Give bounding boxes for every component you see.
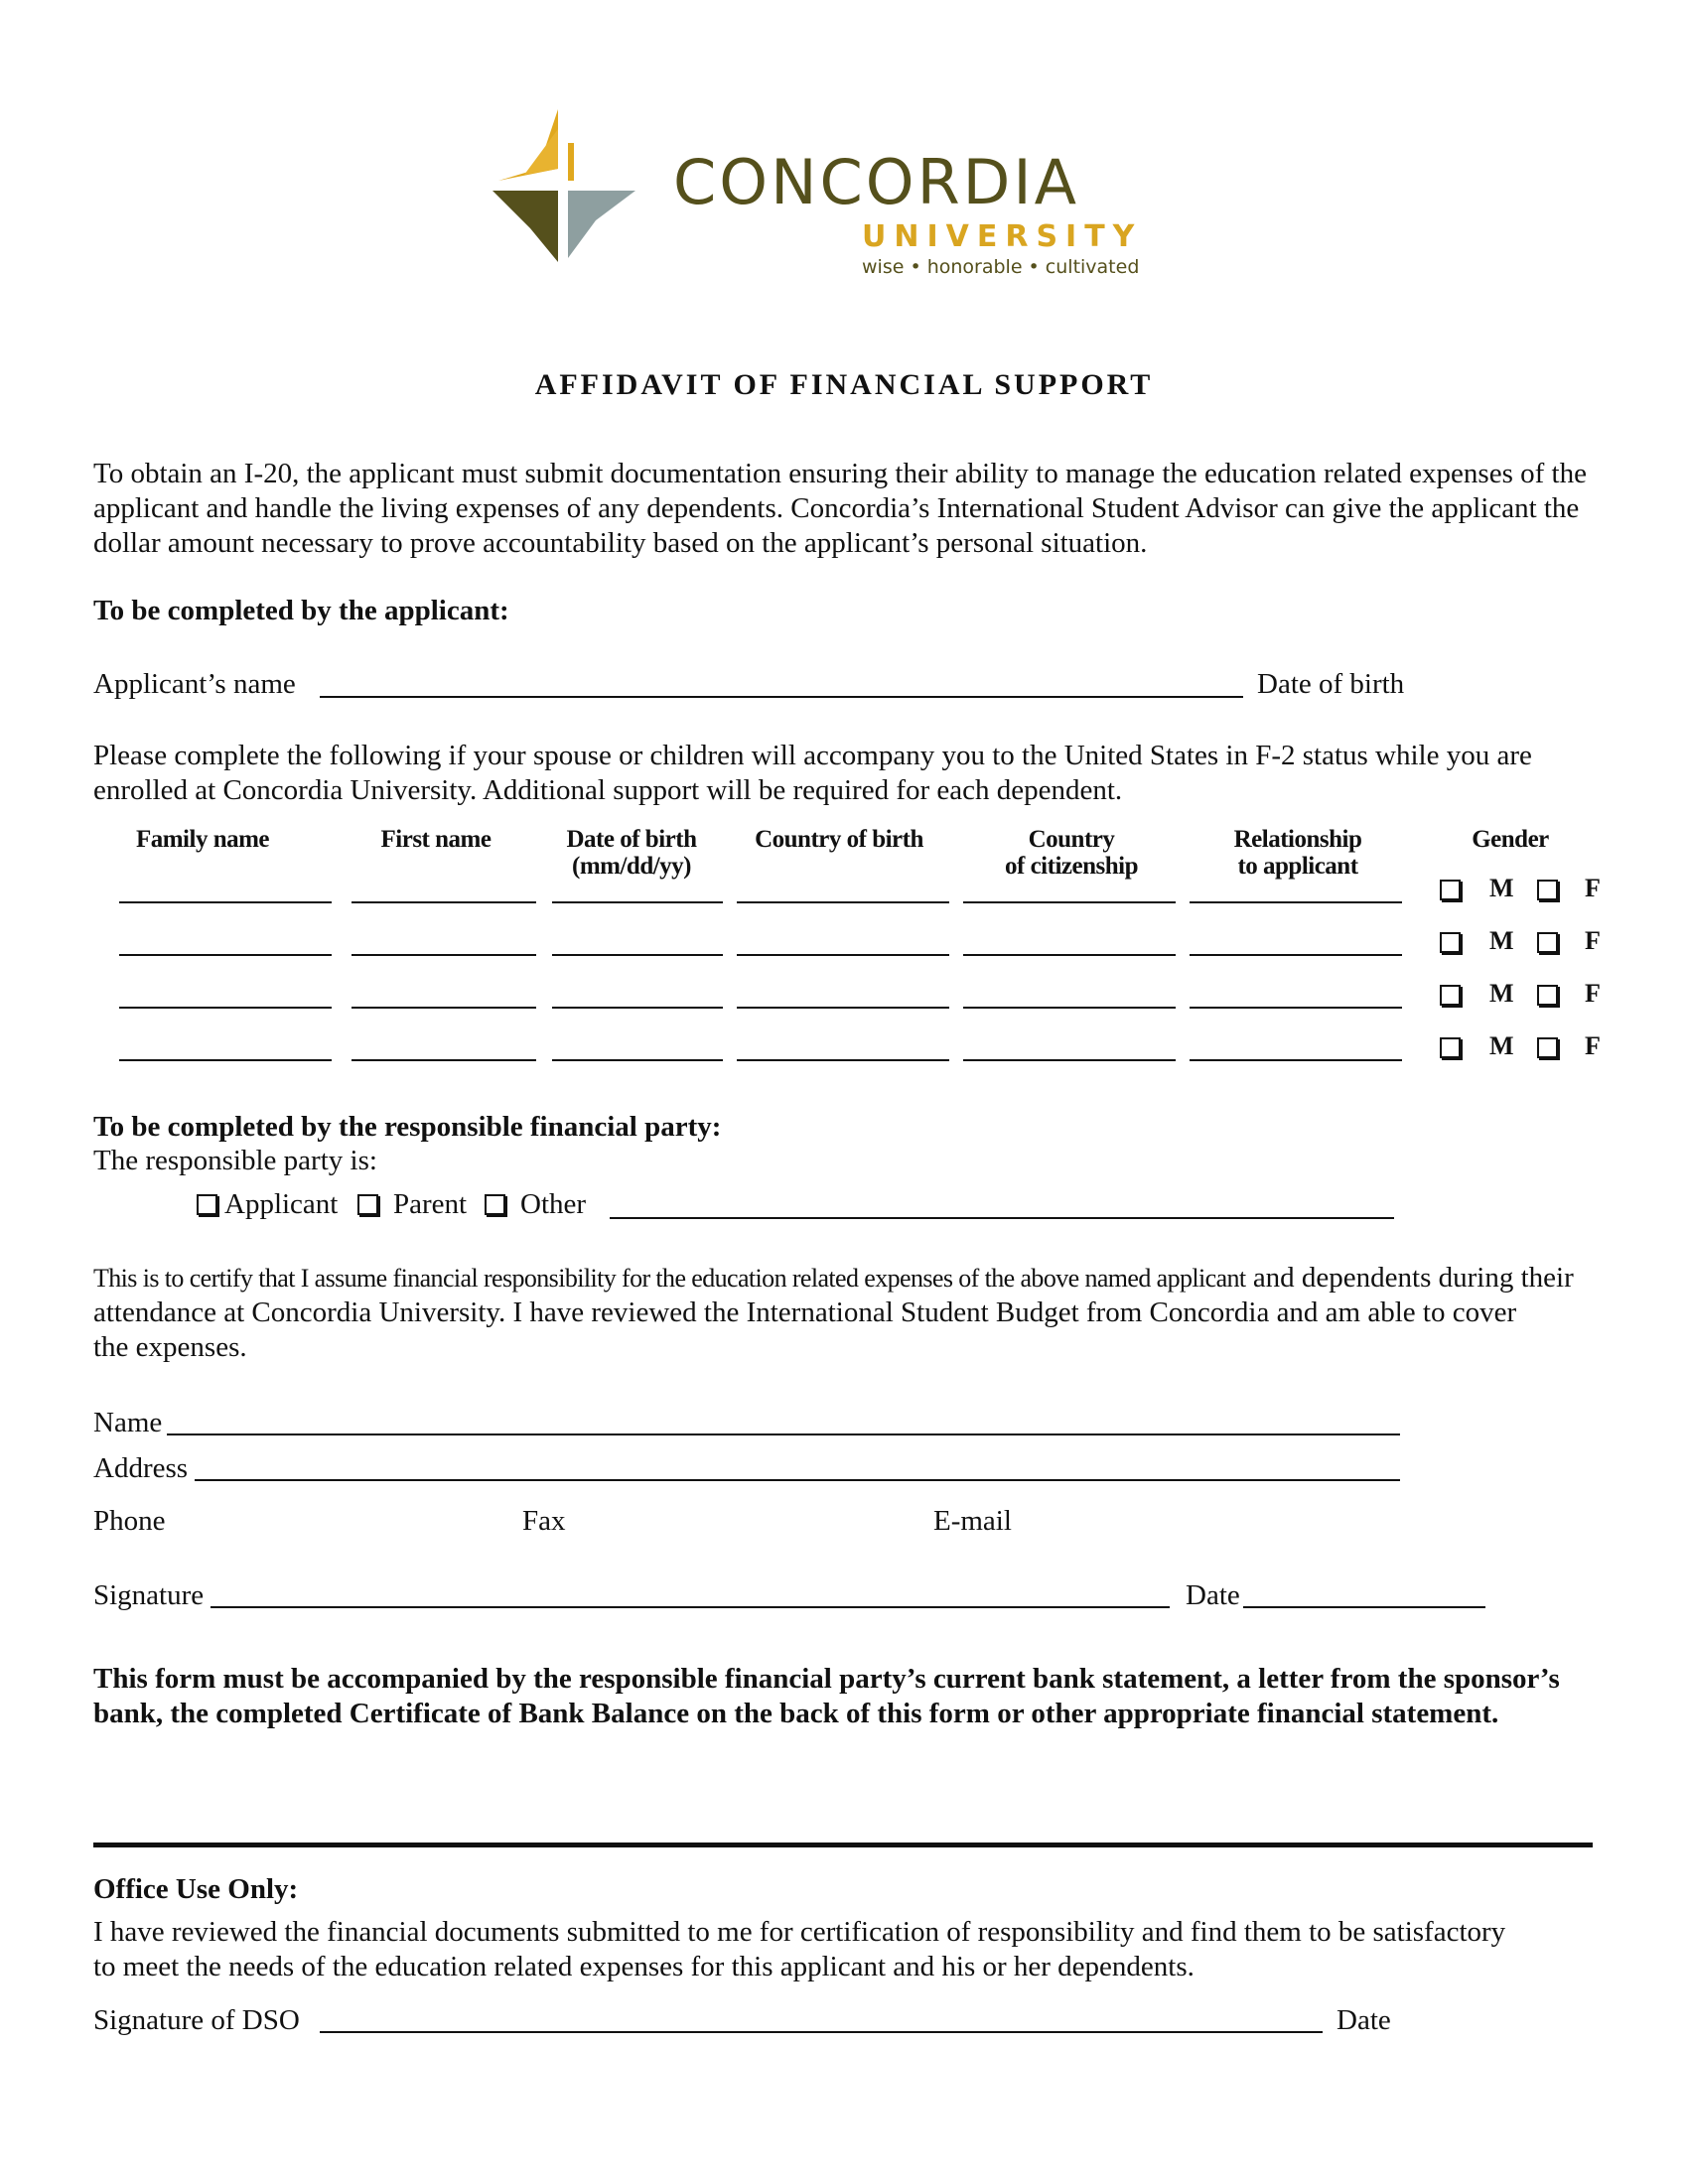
dob-field[interactable] <box>552 1059 723 1061</box>
party-signature-label: Signature <box>93 1579 205 1611</box>
gender-selector <box>1438 874 1617 905</box>
gender-female-label: F <box>1585 874 1601 902</box>
party-name-field[interactable] <box>167 1433 1400 1435</box>
applicant-name-label: Applicant’s name <box>93 668 296 700</box>
first-name-field[interactable] <box>352 954 536 956</box>
applicant-name-field[interactable] <box>320 696 1243 698</box>
relationship-field[interactable] <box>1190 901 1402 903</box>
party-date-field[interactable] <box>1243 1606 1485 1608</box>
page-title: AFFIDAVIT OF FINANCIAL SUPPORT <box>534 368 1154 401</box>
header-gender: Gender <box>1472 826 1549 853</box>
office-use-statement: I have reviewed the financial documents submitted to me for certification of responsibility and find them to be satisfactory to meet the needs of the education related expenses for this applicant and his or her dependents. <box>93 1916 1506 1982</box>
header-relationship: Relationship to applicant <box>1233 826 1362 880</box>
gender-female-checkbox[interactable] <box>1537 1037 1558 1058</box>
gender-male-label: M <box>1489 926 1514 955</box>
responsible-party-label: The responsible party is: <box>93 1145 377 1176</box>
gender-female-checkbox[interactable] <box>1537 880 1558 900</box>
family-name-field[interactable] <box>119 901 332 903</box>
country-of-birth-field[interactable] <box>737 1007 949 1009</box>
relationship-field[interactable] <box>1190 954 1402 956</box>
party-other-field[interactable] <box>610 1217 1394 1219</box>
family-name-field[interactable] <box>119 1059 332 1061</box>
header-family-name: Family name <box>135 826 270 853</box>
gender-male-checkbox[interactable] <box>1440 932 1461 953</box>
gender-female-label: F <box>1585 1031 1601 1060</box>
party-parent-checkbox[interactable] <box>357 1194 378 1215</box>
brand-name: CONCORDIA <box>673 146 1080 218</box>
gender-selector <box>1438 1031 1617 1063</box>
intro-paragraph: To obtain an I-20, the applicant must submit documentation ensuring their ability to manage the education related expenses of the applicant and handle the living expenses of any dependents. Concordia’s International Student Advisor can give the applicant the dollar amount necessary to prove accountability based on the applicant’s personal situation. <box>93 458 1587 559</box>
party-other-checkbox[interactable] <box>485 1194 505 1215</box>
gender-male-checkbox[interactable] <box>1440 1037 1461 1058</box>
party-email-label: E-mail <box>933 1505 1012 1537</box>
party-fax-label: Fax <box>522 1505 566 1537</box>
first-name-field[interactable] <box>352 901 536 903</box>
party-signature-field[interactable] <box>211 1606 1170 1608</box>
header-country-of-citizenship: Country of citizenship <box>1005 826 1138 880</box>
gender-female-checkbox[interactable] <box>1537 932 1558 953</box>
first-name-field[interactable] <box>352 1059 536 1061</box>
header-date-of-birth: Date of birth (mm/dd/yy) <box>566 826 697 880</box>
gender-female-checkbox[interactable] <box>1537 985 1558 1006</box>
concordia-cross-logo-icon <box>485 109 643 268</box>
header-first-name: First name <box>380 826 492 853</box>
party-applicant-checkbox[interactable] <box>197 1194 217 1215</box>
country-of-birth-field[interactable] <box>737 954 949 956</box>
gender-male-label: M <box>1489 1031 1514 1060</box>
country-of-birth-field[interactable] <box>737 901 949 903</box>
relationship-field[interactable] <box>1190 1059 1402 1061</box>
country-of-birth-field[interactable] <box>737 1059 949 1061</box>
applicant-dob-label: Date of birth <box>1257 668 1405 700</box>
party-applicant-label: Applicant <box>224 1188 339 1220</box>
header-country-of-birth: Country of birth <box>755 826 923 853</box>
dso-date-label: Date <box>1336 2004 1391 2036</box>
party-other-label: Other <box>520 1188 587 1220</box>
gender-male-label: M <box>1489 979 1514 1008</box>
relationship-field[interactable] <box>1190 1007 1402 1009</box>
certification-statement: This is to certify that I assume financial responsibility for the education related expenses of the above named applicant and dependents during their attendance at Concordia University. I have reviewed the International Student Budget from Concordia and am able to cover the expenses. <box>93 1262 1574 1363</box>
country-of-citizenship-field[interactable] <box>963 1059 1176 1061</box>
party-date-label: Date <box>1186 1579 1240 1611</box>
section-divider <box>93 1843 1593 1847</box>
family-name-field[interactable] <box>119 954 332 956</box>
dso-signature-field[interactable] <box>320 2031 1323 2033</box>
gender-male-label: M <box>1489 874 1514 902</box>
first-name-field[interactable] <box>352 1007 536 1009</box>
party-phone-label: Phone <box>93 1505 166 1537</box>
country-of-citizenship-field[interactable] <box>963 1007 1176 1009</box>
applicant-section-heading: To be completed by the applicant: <box>93 595 509 626</box>
dob-field[interactable] <box>552 1007 723 1009</box>
dependents-instructions: Please complete the following if your spouse or children will accompany you to the United States in F-2 status while you are enrolled at Concordia University. Additional support will be required for each dependent. <box>93 740 1532 806</box>
brand-tagline: wise • honorable • cultivated <box>862 256 1140 278</box>
party-address-field[interactable] <box>195 1479 1400 1481</box>
family-name-field[interactable] <box>119 1007 332 1009</box>
country-of-citizenship-field[interactable] <box>963 901 1176 903</box>
gender-female-label: F <box>1585 979 1601 1008</box>
party-name-label: Name <box>93 1407 163 1438</box>
bank-statement-notice: This form must be accompanied by the responsible financial party’s current bank statement, a letter from the sponsor’s bank, the completed Certificate of Bank Balance on the back of this form or other appropriate financial statement. <box>93 1663 1560 1729</box>
gender-selector <box>1438 979 1617 1011</box>
gender-female-label: F <box>1585 926 1601 955</box>
party-address-label: Address <box>93 1452 189 1484</box>
brand-subtitle: UNIVERSITY <box>862 219 1143 254</box>
gender-selector <box>1438 926 1617 958</box>
gender-male-checkbox[interactable] <box>1440 985 1461 1006</box>
country-of-citizenship-field[interactable] <box>963 954 1176 956</box>
dob-field[interactable] <box>552 954 723 956</box>
party-parent-label: Parent <box>393 1188 468 1220</box>
office-use-heading: Office Use Only: <box>93 1873 299 1905</box>
dob-field[interactable] <box>552 901 723 903</box>
university-logo <box>485 109 1143 278</box>
financial-section-heading: To be completed by the responsible financial party: <box>93 1111 722 1143</box>
responsible-party-options <box>195 1187 1406 1223</box>
gender-male-checkbox[interactable] <box>1440 880 1461 900</box>
dso-signature-label: Signature of DSO <box>93 2004 300 2036</box>
